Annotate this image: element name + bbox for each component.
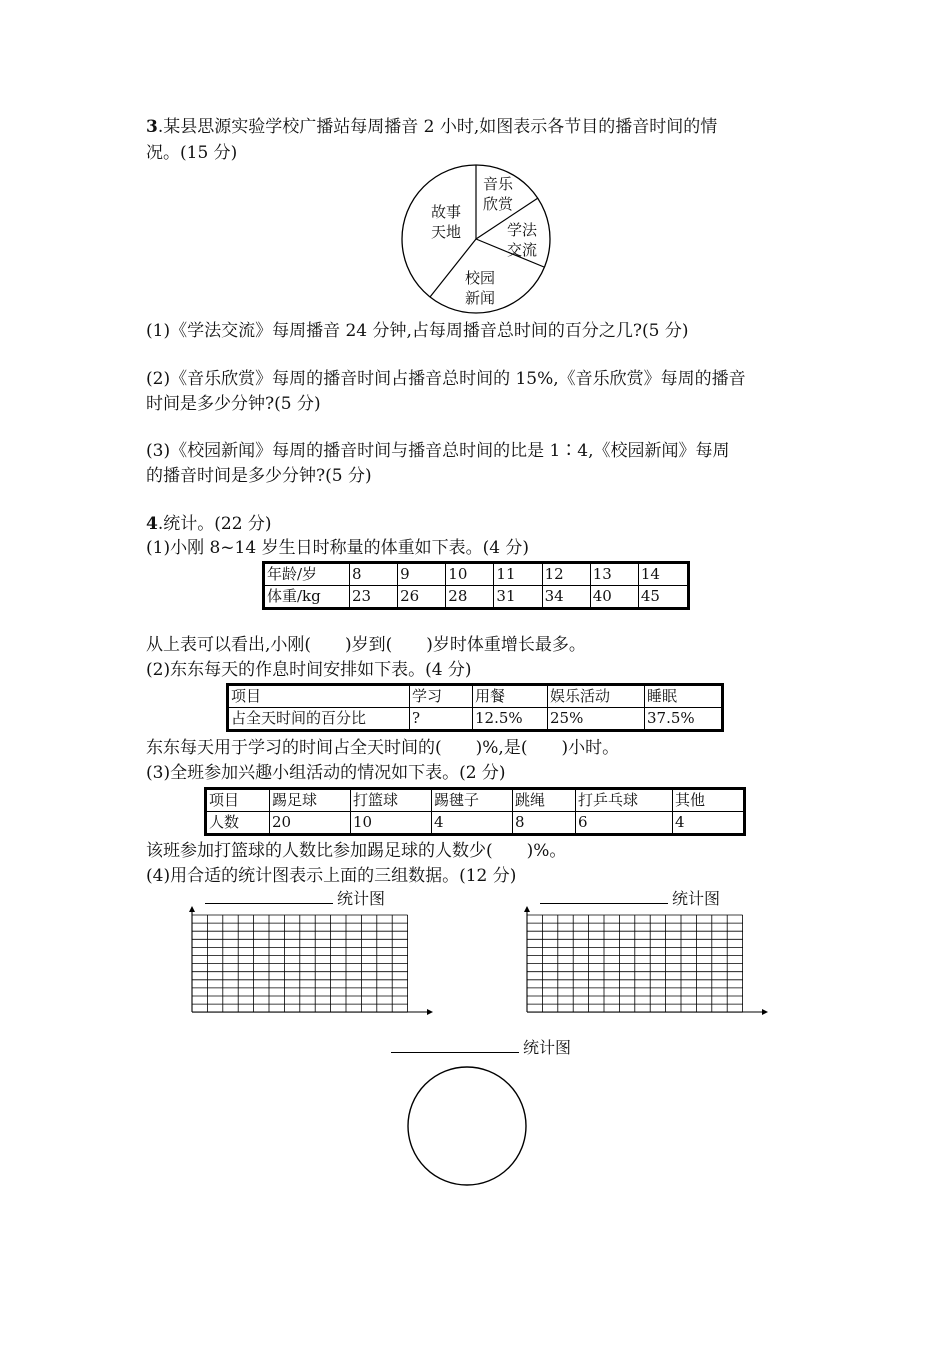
- schedule-table: [226, 683, 724, 732]
- table-cell: 娱乐活动: [548, 685, 645, 708]
- q4-part4-intro: (4)用合适的统计图表示上面的三组数据。(12 分): [146, 866, 517, 886]
- x-axis-arrow-icon: [762, 1009, 768, 1015]
- table-row: [206, 812, 745, 835]
- table-row: [264, 563, 689, 586]
- pie-label-music-2: 欣赏: [482, 195, 514, 213]
- table-cell: 项目: [206, 789, 270, 812]
- pie-label-law-2: 交流: [506, 241, 538, 259]
- chart-title-blank-right[interactable]: [540, 903, 668, 904]
- table-cell: 23: [350, 586, 398, 609]
- q3-sub3-line1: (3)《校园新闻》每周的播音时间与播音总时间的比是 1∶4,《校园新闻》每周: [146, 441, 730, 461]
- table-cell: ?: [410, 708, 473, 731]
- q4-title-text: .统计。(22 分): [157, 514, 272, 534]
- q3-title-line2: 况。(15 分): [146, 143, 238, 163]
- table-cell: 9: [398, 563, 446, 586]
- table-cell: 体重/kg: [264, 586, 350, 609]
- table-cell: 踢毽子: [432, 789, 513, 812]
- table-cell: 37.5%: [645, 708, 723, 731]
- q4-part2-question: 东东每天用于学习的时间占全天时间的( )%,是( )小时。: [146, 738, 620, 758]
- weight-table: [262, 561, 690, 610]
- table-cell: 10: [446, 563, 494, 586]
- table-cell: 25%: [548, 708, 645, 731]
- table-cell: 20: [270, 812, 351, 835]
- table-cell: 年龄/岁: [264, 563, 350, 586]
- q4-part1-intro: (1)小刚 8~14 岁生日时称量的体重如下表。(4 分): [146, 538, 530, 558]
- table-cell: 11: [494, 563, 542, 586]
- table-cell: 14: [638, 563, 688, 586]
- pie-label-music-1: 音乐: [482, 175, 514, 193]
- q4-part2-intro: (2)东东每天的作息时间安排如下表。(4 分): [146, 660, 472, 680]
- pie-label-news-2: 新闻: [464, 289, 496, 307]
- pie-label-law-1: 学法: [506, 221, 538, 239]
- q3-sub1: (1)《学法交流》每周播音 24 分钟,占每周播音总时间的百分之几?(5 分): [146, 321, 689, 341]
- table-cell: 4: [432, 812, 513, 835]
- x-axis-arrow-icon: [427, 1009, 433, 1015]
- table-cell: 34: [542, 586, 590, 609]
- table-cell: 8: [350, 563, 398, 586]
- q3-sub3-line2: 的播音时间是多少分钟?(5 分): [146, 466, 372, 486]
- chart-caption-left: 统计图: [337, 889, 386, 908]
- table-row: [228, 685, 723, 708]
- interest-group-table: [204, 787, 746, 836]
- table-cell: 12: [542, 563, 590, 586]
- q4-number: 4: [146, 514, 158, 534]
- y-axis-arrow-icon: [524, 906, 530, 912]
- table-cell: 人数: [206, 812, 270, 835]
- q4-title: [146, 513, 272, 535]
- blank-pie-circle[interactable]: [405, 1064, 529, 1188]
- y-axis-arrow-icon: [189, 906, 195, 912]
- blank-circle-outline: [408, 1067, 526, 1185]
- chart-title-blank-left[interactable]: [205, 903, 333, 904]
- q3-title-line1: [146, 116, 717, 138]
- table-cell: 学习: [410, 685, 473, 708]
- table-cell: 28: [446, 586, 494, 609]
- table-cell: 10: [351, 812, 432, 835]
- q3-sub2-line1: (2)《音乐欣赏》每周的播音时间占播音总时间的 15%,《音乐欣赏》每周的播音: [146, 369, 746, 389]
- table-cell: 6: [576, 812, 673, 835]
- table-cell: 45: [638, 586, 688, 609]
- table-cell: 跳绳: [513, 789, 576, 812]
- table-row: [228, 708, 723, 731]
- table-cell: 26: [398, 586, 446, 609]
- table-cell: 8: [513, 812, 576, 835]
- q4-part3-intro: (3)全班参加兴趣小组活动的情况如下表。(2 分): [146, 763, 506, 783]
- q4-part3-question: 该班参加打篮球的人数比参加踢足球的人数少( )%。: [146, 841, 567, 861]
- table-cell: 31: [494, 586, 542, 609]
- broadcast-pie-chart: [396, 163, 556, 315]
- table-cell: 12.5%: [473, 708, 548, 731]
- blank-grid-left[interactable]: [183, 905, 435, 1021]
- table-cell: 40: [590, 586, 638, 609]
- pie-label-story-1: 故事: [430, 203, 462, 221]
- table-row: [206, 789, 745, 812]
- table-cell: 打篮球: [351, 789, 432, 812]
- table-cell: 13: [590, 563, 638, 586]
- blank-grid-right[interactable]: [518, 905, 770, 1021]
- table-cell: 打乒乓球: [576, 789, 673, 812]
- chart-title-blank-circle[interactable]: [391, 1052, 519, 1053]
- chart-caption-circle: 统计图: [523, 1038, 572, 1057]
- table-cell: 占全天时间的百分比: [228, 708, 410, 731]
- table-row: [264, 586, 689, 609]
- q3-number: 3: [146, 117, 158, 137]
- pie-label-story-2: 天地: [430, 223, 462, 241]
- pie-label-news-1: 校园: [464, 269, 496, 287]
- q3-sub2-line2: 时间是多少分钟?(5 分): [146, 394, 321, 414]
- table-cell: 其他: [673, 789, 745, 812]
- table-cell: 踢足球: [270, 789, 351, 812]
- table-cell: 项目: [228, 685, 410, 708]
- table-cell: 4: [673, 812, 745, 835]
- table-cell: 睡眠: [645, 685, 723, 708]
- chart-caption-right: 统计图: [672, 889, 721, 908]
- q4-part1-question: 从上表可以看出,小刚( )岁到( )岁时体重增长最多。: [146, 635, 586, 655]
- q3-title-text: .某县思源实验学校广播站每周播音 2 小时,如图表示各节目的播音时间的情: [157, 117, 718, 137]
- table-cell: 用餐: [473, 685, 548, 708]
